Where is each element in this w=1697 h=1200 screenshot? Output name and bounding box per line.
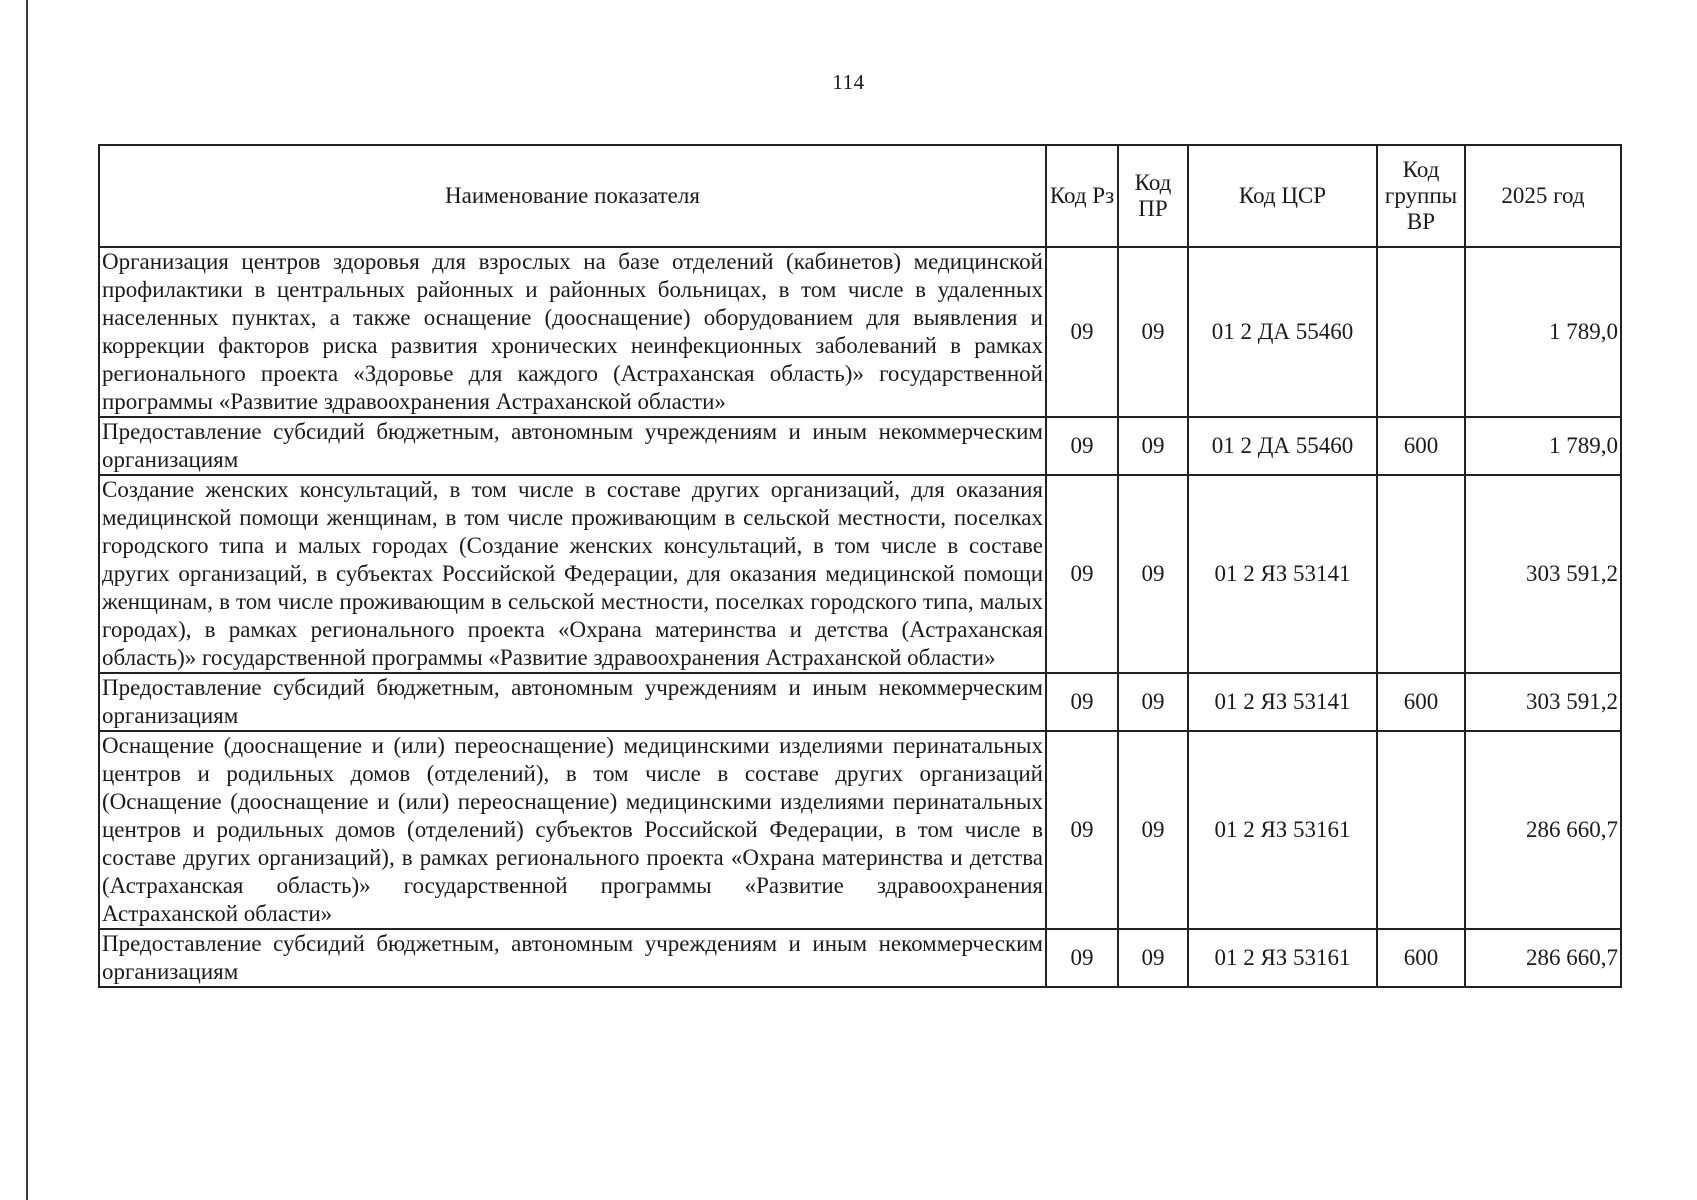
row-csr: 01 2 ЯЗ 53161 — [1188, 731, 1377, 929]
row-rz: 09 — [1046, 673, 1118, 731]
row-csr: 01 2 ЯЗ 53141 — [1188, 673, 1377, 731]
row-csr: 01 2 ЯЗ 53141 — [1188, 475, 1377, 673]
table-row — [99, 731, 1621, 929]
row-amount: 1 789,0 — [1465, 417, 1621, 475]
header-pr: Код ПР — [1118, 145, 1188, 247]
row-vr — [1377, 247, 1465, 417]
table-row — [99, 673, 1621, 731]
row-name: Организация центров здоровья для взрослых на базе отделений (кабинетов) медицинской профилактики в центральных районных и районных больницах, в том числе в удаленных населенных пунктах, а также оснащение (дооснащение) оборудованием для выявления и коррекции факторов риска развития хронических неинфекционных заболеваний в рамках регионального проекта «Здоровье для каждого (Астраханская область)» государственной программы «Развитие здравоохранения Астраханской области» — [99, 247, 1046, 417]
row-amount: 303 591,2 — [1465, 673, 1621, 731]
row-name: Предоставление субсидий бюджетным, автономным учреждениям и иным некоммерческим организациям — [99, 417, 1046, 475]
row-pr: 09 — [1118, 731, 1188, 929]
row-name: Создание женских консультаций, в том числе в составе других организаций, для оказания медицинской помощи женщинам, в том числе проживающим в сельской местности, поселках городского типа и малых городах (Создание женских консультаций, в том числе в составе других организаций, в субъектах Российской Федерации, для оказания медицинской помощи женщинам, в том числе проживающим в сельской местности, поселках городского типа, малых городах), в рамках регионального проекта «Охрана материнства и детства (Астраханская область)» государственной программы «Развитие здравоохранения Астраханской области» — [99, 475, 1046, 673]
table-row — [99, 417, 1621, 475]
page-number: 114 — [832, 70, 865, 94]
row-amount: 286 660,7 — [1465, 929, 1621, 987]
row-pr: 09 — [1118, 673, 1188, 731]
header-year: 2025 год — [1465, 145, 1621, 247]
table-row — [99, 247, 1621, 417]
row-vr: 600 — [1377, 929, 1465, 987]
row-vr — [1377, 731, 1465, 929]
header-csr: Код ЦСР — [1188, 145, 1377, 247]
row-vr: 600 — [1377, 417, 1465, 475]
table-row — [99, 929, 1621, 987]
row-rz: 09 — [1046, 417, 1118, 475]
row-rz: 09 — [1046, 475, 1118, 673]
row-csr: 01 2 ДА 55460 — [1188, 417, 1377, 475]
table-header-row — [99, 145, 1621, 247]
row-name: Оснащение (дооснащение и (или) переоснащение) медицинскими изделиями перинатальных центров и родильных домов (отделений), в том числе в составе других организаций (Оснащение (дооснащение и (или) переоснащение) медицинскими изделиями перинатальных центров и родильных домов (отделений) субъектов Российской Федерации, в том числе в составе других организаций), в рамках регионального проекта «Охрана материнства и детства (Астраханская область)» государственной программы «Развитие здравоохранения Астраханской области» — [99, 731, 1046, 929]
row-name: Предоставление субсидий бюджетным, автономным учреждениям и иным некоммерческим организациям — [99, 673, 1046, 731]
row-amount: 286 660,7 — [1465, 731, 1621, 929]
row-csr: 01 2 ДА 55460 — [1188, 247, 1377, 417]
row-amount: 1 789,0 — [1465, 247, 1621, 417]
row-pr: 09 — [1118, 929, 1188, 987]
row-csr: 01 2 ЯЗ 53161 — [1188, 929, 1377, 987]
row-pr: 09 — [1118, 475, 1188, 673]
row-rz: 09 — [1046, 731, 1118, 929]
row-pr: 09 — [1118, 247, 1188, 417]
scan-edge-line — [26, 0, 28, 1200]
row-name: Предоставление субсидий бюджетным, автономным учреждениям и иным некоммерческим организациям — [99, 929, 1046, 987]
header-rz: Код Рз — [1046, 145, 1118, 247]
row-pr: 09 — [1118, 417, 1188, 475]
row-vr — [1377, 475, 1465, 673]
row-vr: 600 — [1377, 673, 1465, 731]
budget-table — [98, 144, 1622, 988]
header-name: Наименование показателя — [99, 145, 1046, 247]
row-rz: 09 — [1046, 247, 1118, 417]
row-amount: 303 591,2 — [1465, 475, 1621, 673]
header-vr: Код группы ВР — [1377, 145, 1465, 247]
row-rz: 09 — [1046, 929, 1118, 987]
table-row — [99, 475, 1621, 673]
